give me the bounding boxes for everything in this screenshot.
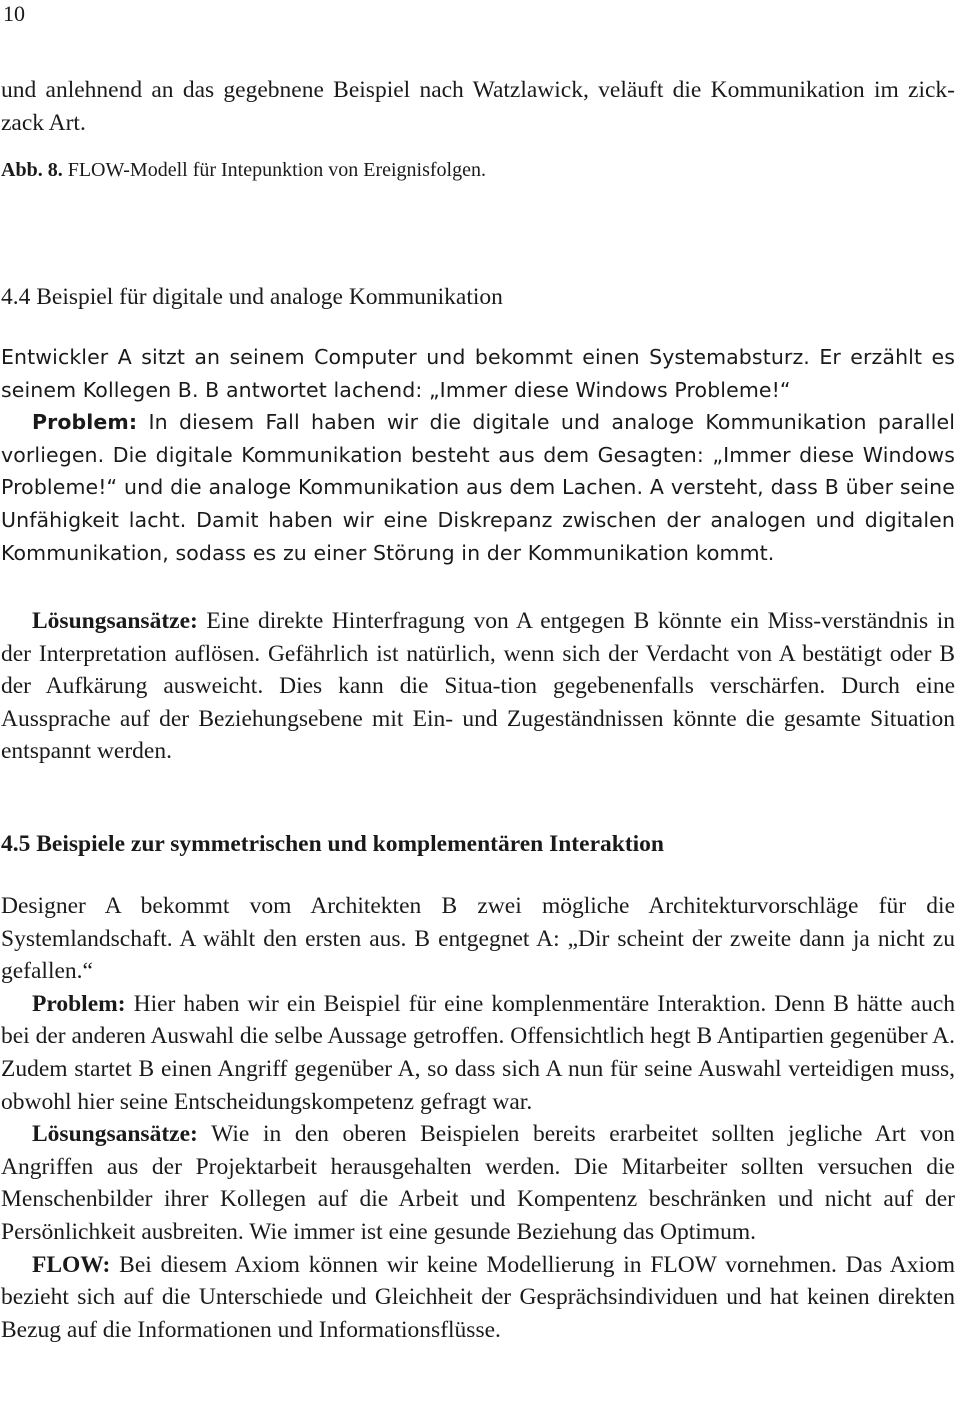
section-4-5-solution-text: Wie in den oberen Beispielen bereits erarbeitet sollten jegliche Art von Angriffen aus der Projektarbeit herausgehalten werden. Die Mitarbeiter sollten versuchen die Menschenbilder ihrer Kollegen auf die Arbeit und Kompentenz beschränken und nicht auf der Persönlichkeit ausbreiten. Wie immer ist eine gesunde Beziehung das Optimum.	[1, 1121, 955, 1245]
figure-caption-label: Abb. 8.	[1, 159, 63, 181]
figure-caption	[1, 155, 486, 185]
figure-caption-text: FLOW-Modell für Intepunktion von Ereignisfolgen.	[67, 159, 486, 181]
section-4-4-problem-label: Problem:	[32, 410, 138, 435]
intro-paragraph: und anlehnend an das gegebnene Beispiel nach Watzlawick, veläuft die Kommunikation im zick-zack Art.	[1, 77, 955, 136]
section-4-4-solution	[1, 605, 955, 768]
page-number: 10	[3, 1, 25, 26]
section-4-4-problem-text: In diesem Fall haben wir die digitale und analoge Kommunikation parallel vorliegen. Die digitale Kommunikation besteht aus dem Gesagten: „Immer diese Windows Probleme!“ und die analoge Kommunikation aus dem Lachen. A versteht, dass B über seine Unfähigkeit lacht. Damit haben wir eine Diskrepanz zwischen der analogen und digitalen Kommunikation, sodass es zu einer Störung in der Kommunikation kommt.	[1, 410, 955, 565]
section-4-5-scenario: Designer A bekommt vom Architekten B zwei mögliche Architekturvorschläge für die Systemlandschaft. A wählt den ersten aus. B entgegnet A: „Dir scheint der zweite dann ja nicht zu gefallen.“	[1, 893, 955, 985]
section-4-5-flow-text: Bei diesem Axiom können wir keine Modellierung in FLOW vornehmen. Das Axiom bezieht sich auf die Unterschiede und Gleichheit der Gesprächsindividuen und hat keinen direkten Bezug auf die Informationen und Informationsflüsse.	[1, 1251, 956, 1343]
section-4-5-flow-label: FLOW:	[32, 1251, 111, 1278]
section-4-5-problem-text: Hier haben wir ein Beispiel für eine komplenmentäre Interaktion. Denn B hätte auch bei der anderen Auswahl die selbe Aussage getroffen. Offensichtlich hegt B Antipartien gegenüber A. Zudem startet B einen Angriff gegenüber A, so dass sich A nun für seine Auswahl verteidigen muss, obwohl hier seine Entscheidungskompetenz gefragt war.	[1, 990, 955, 1115]
section-4-5-body	[1, 890, 955, 1346]
section-4-4-solution-label: Lösungsansätze:	[32, 608, 198, 634]
section-4-4-body	[1, 341, 955, 569]
section-4-5-solution-label: Lösungsansätze:	[32, 1121, 198, 1148]
section-4-4-solution-text: Eine direkte Hinterfragung von A entgegen B könnte ein Miss-verständnis in der Interpretation auflösen. Gefährlich ist natürlich, wenn sich der Verdacht von A bestätigt oder B der Aufkärung ausweicht. Dies kann die Situa-tion gegebenenfalls verschärfen. Durch eine Aussprache auf der Beziehungsebene mit Ein- und Zugeständnissen könnte die gesamte Situation entspannt werden.	[1, 608, 956, 765]
section-4-4-heading: 4.4 Beispiel für digitale und analoge Kommunikation	[1, 284, 503, 310]
section-4-5-problem-label: Problem:	[32, 990, 126, 1017]
section-4-4-scenario: Entwickler A sitzt an seinem Computer und bekommt einen Systemabsturz. Er erzählt es seinem Kollegen B. B antwortet lachend: „Immer diese Windows Probleme!“	[1, 345, 955, 402]
section-4-5-heading: 4.5 Beispiele zur symmetrischen und komplementären Interaktion	[1, 831, 664, 857]
